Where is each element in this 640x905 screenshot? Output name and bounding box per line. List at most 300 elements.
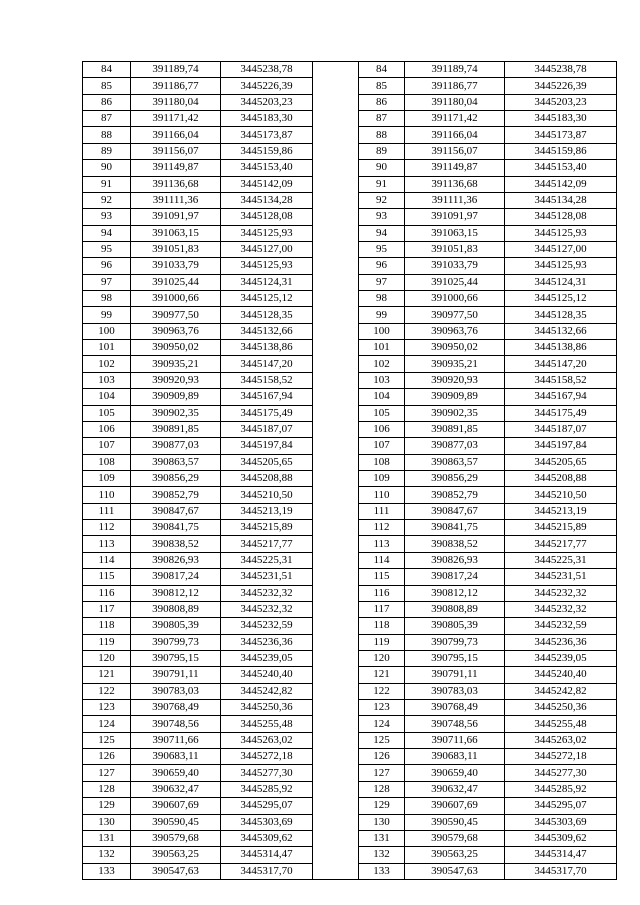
left-y-coordinate-cell: 3445272,18 <box>221 749 313 765</box>
left-y-coordinate-cell: 3445238,78 <box>221 62 313 78</box>
right-x-coordinate-cell: 390632,47 <box>405 781 505 797</box>
left-point-number-cell: 99 <box>83 307 131 323</box>
left-point-number-cell: 109 <box>83 470 131 486</box>
left-point-number-cell: 90 <box>83 160 131 176</box>
right-y-coordinate-cell: 3445215,89 <box>505 520 617 536</box>
right-y-coordinate-cell: 3445142,09 <box>505 176 617 192</box>
left-y-coordinate-cell: 3445153,40 <box>221 160 313 176</box>
right-point-number-cell: 110 <box>359 487 405 503</box>
right-point-number-cell: 105 <box>359 405 405 421</box>
table-row <box>83 634 617 650</box>
left-y-coordinate-cell: 3445317,70 <box>221 863 313 879</box>
gap-cell <box>313 683 359 699</box>
right-y-coordinate-cell: 3445128,35 <box>505 307 617 323</box>
right-x-coordinate-cell: 390856,29 <box>405 470 505 486</box>
right-x-coordinate-cell: 390659,40 <box>405 765 505 781</box>
gap-cell <box>313 94 359 110</box>
table-row <box>83 438 617 454</box>
left-y-coordinate-cell: 3445138,86 <box>221 340 313 356</box>
left-y-coordinate-cell: 3445125,12 <box>221 291 313 307</box>
table-row <box>83 503 617 519</box>
right-point-number-cell: 85 <box>359 78 405 94</box>
right-x-coordinate-cell: 391136,68 <box>405 176 505 192</box>
table-row <box>83 389 617 405</box>
gap-cell <box>313 536 359 552</box>
left-x-coordinate-cell: 390902,35 <box>131 405 221 421</box>
right-point-number-cell: 107 <box>359 438 405 454</box>
left-y-coordinate-cell: 3445125,93 <box>221 258 313 274</box>
right-point-number-cell: 120 <box>359 650 405 666</box>
right-x-coordinate-cell: 390950,02 <box>405 340 505 356</box>
right-y-coordinate-cell: 3445167,94 <box>505 389 617 405</box>
right-y-coordinate-cell: 3445217,77 <box>505 536 617 552</box>
gap-cell <box>313 274 359 290</box>
left-y-coordinate-cell: 3445231,51 <box>221 569 313 585</box>
left-point-number-cell: 92 <box>83 192 131 208</box>
right-y-coordinate-cell: 3445147,20 <box>505 356 617 372</box>
left-y-coordinate-cell: 3445175,49 <box>221 405 313 421</box>
right-y-coordinate-cell: 3445197,84 <box>505 438 617 454</box>
left-point-number-cell: 112 <box>83 520 131 536</box>
table-row <box>83 209 617 225</box>
left-y-coordinate-cell: 3445208,88 <box>221 470 313 486</box>
left-point-number-cell: 115 <box>83 569 131 585</box>
gap-cell <box>313 258 359 274</box>
right-y-coordinate-cell: 3445183,30 <box>505 111 617 127</box>
table-row <box>83 781 617 797</box>
right-point-number-cell: 99 <box>359 307 405 323</box>
gap-cell <box>313 765 359 781</box>
right-y-coordinate-cell: 3445309,62 <box>505 830 617 846</box>
left-x-coordinate-cell: 390808,89 <box>131 601 221 617</box>
left-point-number-cell: 84 <box>83 62 131 78</box>
right-x-coordinate-cell: 390579,68 <box>405 830 505 846</box>
right-y-coordinate-cell: 3445242,82 <box>505 683 617 699</box>
right-y-coordinate-cell: 3445231,51 <box>505 569 617 585</box>
left-x-coordinate-cell: 390768,49 <box>131 700 221 716</box>
right-y-coordinate-cell: 3445236,36 <box>505 634 617 650</box>
right-x-coordinate-cell: 390805,39 <box>405 618 505 634</box>
right-y-coordinate-cell: 3445239,05 <box>505 650 617 666</box>
right-y-coordinate-cell: 3445232,32 <box>505 601 617 617</box>
gap-cell <box>313 552 359 568</box>
table-row <box>83 111 617 127</box>
left-y-coordinate-cell: 3445134,28 <box>221 192 313 208</box>
left-x-coordinate-cell: 390909,89 <box>131 389 221 405</box>
right-x-coordinate-cell: 390935,21 <box>405 356 505 372</box>
left-point-number-cell: 105 <box>83 405 131 421</box>
right-y-coordinate-cell: 3445125,93 <box>505 225 617 241</box>
left-x-coordinate-cell: 390935,21 <box>131 356 221 372</box>
gap-cell <box>313 225 359 241</box>
left-x-coordinate-cell: 391025,44 <box>131 274 221 290</box>
right-point-number-cell: 117 <box>359 601 405 617</box>
right-y-coordinate-cell: 3445295,07 <box>505 798 617 814</box>
left-x-coordinate-cell: 390783,03 <box>131 683 221 699</box>
gap-cell <box>313 585 359 601</box>
left-point-number-cell: 95 <box>83 241 131 257</box>
left-x-coordinate-cell: 390856,29 <box>131 470 221 486</box>
gap-cell <box>313 716 359 732</box>
left-y-coordinate-cell: 3445277,30 <box>221 765 313 781</box>
left-x-coordinate-cell: 390563,25 <box>131 847 221 863</box>
right-y-coordinate-cell: 3445125,93 <box>505 258 617 274</box>
left-point-number-cell: 127 <box>83 765 131 781</box>
left-y-coordinate-cell: 3445213,19 <box>221 503 313 519</box>
right-y-coordinate-cell: 3445213,19 <box>505 503 617 519</box>
left-point-number-cell: 110 <box>83 487 131 503</box>
gap-cell <box>313 601 359 617</box>
table-row <box>83 667 617 683</box>
right-point-number-cell: 112 <box>359 520 405 536</box>
right-x-coordinate-cell: 390808,89 <box>405 601 505 617</box>
table-row <box>83 569 617 585</box>
table-row <box>83 421 617 437</box>
right-y-coordinate-cell: 3445303,69 <box>505 814 617 830</box>
gap-cell <box>313 749 359 765</box>
left-x-coordinate-cell: 391033,79 <box>131 258 221 274</box>
left-point-number-cell: 129 <box>83 798 131 814</box>
right-x-coordinate-cell: 390768,49 <box>405 700 505 716</box>
left-y-coordinate-cell: 3445255,48 <box>221 716 313 732</box>
left-x-coordinate-cell: 390812,12 <box>131 585 221 601</box>
left-point-number-cell: 85 <box>83 78 131 94</box>
right-point-number-cell: 91 <box>359 176 405 192</box>
right-point-number-cell: 104 <box>359 389 405 405</box>
table-row <box>83 520 617 536</box>
gap-cell <box>313 569 359 585</box>
left-point-number-cell: 104 <box>83 389 131 405</box>
right-point-number-cell: 118 <box>359 618 405 634</box>
left-y-coordinate-cell: 3445232,59 <box>221 618 313 634</box>
table-row <box>83 372 617 388</box>
right-y-coordinate-cell: 3445263,02 <box>505 732 617 748</box>
table-row <box>83 749 617 765</box>
right-x-coordinate-cell: 391000,66 <box>405 291 505 307</box>
right-point-number-cell: 101 <box>359 340 405 356</box>
left-point-number-cell: 87 <box>83 111 131 127</box>
right-x-coordinate-cell: 391025,44 <box>405 274 505 290</box>
left-y-coordinate-cell: 3445303,69 <box>221 814 313 830</box>
right-y-coordinate-cell: 3445225,31 <box>505 552 617 568</box>
right-y-coordinate-cell: 3445138,86 <box>505 340 617 356</box>
left-x-coordinate-cell: 390841,75 <box>131 520 221 536</box>
gap-cell <box>313 618 359 634</box>
left-y-coordinate-cell: 3445125,93 <box>221 225 313 241</box>
left-y-coordinate-cell: 3445314,47 <box>221 847 313 863</box>
right-x-coordinate-cell: 390799,73 <box>405 634 505 650</box>
left-x-coordinate-cell: 390547,63 <box>131 863 221 879</box>
right-y-coordinate-cell: 3445317,70 <box>505 863 617 879</box>
gap-cell <box>313 667 359 683</box>
right-y-coordinate-cell: 3445272,18 <box>505 749 617 765</box>
table-row <box>83 323 617 339</box>
table-row <box>83 176 617 192</box>
right-x-coordinate-cell: 391180,04 <box>405 94 505 110</box>
right-x-coordinate-cell: 391033,79 <box>405 258 505 274</box>
right-y-coordinate-cell: 3445159,86 <box>505 143 617 159</box>
left-point-number-cell: 113 <box>83 536 131 552</box>
left-x-coordinate-cell: 390877,03 <box>131 438 221 454</box>
left-x-coordinate-cell: 390659,40 <box>131 765 221 781</box>
left-x-coordinate-cell: 390711,66 <box>131 732 221 748</box>
left-x-coordinate-cell: 390826,93 <box>131 552 221 568</box>
left-x-coordinate-cell: 391186,77 <box>131 78 221 94</box>
table-row <box>83 454 617 470</box>
left-point-number-cell: 121 <box>83 667 131 683</box>
right-x-coordinate-cell: 391149,87 <box>405 160 505 176</box>
right-x-coordinate-cell: 390891,85 <box>405 421 505 437</box>
left-x-coordinate-cell: 390950,02 <box>131 340 221 356</box>
right-x-coordinate-cell: 390841,75 <box>405 520 505 536</box>
right-point-number-cell: 94 <box>359 225 405 241</box>
right-x-coordinate-cell: 390977,50 <box>405 307 505 323</box>
right-y-coordinate-cell: 3445277,30 <box>505 765 617 781</box>
right-x-coordinate-cell: 391156,07 <box>405 143 505 159</box>
right-y-coordinate-cell: 3445232,32 <box>505 585 617 601</box>
gap-cell <box>313 127 359 143</box>
left-point-number-cell: 111 <box>83 503 131 519</box>
left-y-coordinate-cell: 3445147,20 <box>221 356 313 372</box>
table-body <box>83 62 617 880</box>
table-row <box>83 798 617 814</box>
left-x-coordinate-cell: 391051,83 <box>131 241 221 257</box>
left-point-number-cell: 122 <box>83 683 131 699</box>
left-point-number-cell: 101 <box>83 340 131 356</box>
left-y-coordinate-cell: 3445232,32 <box>221 601 313 617</box>
left-y-coordinate-cell: 3445285,92 <box>221 781 313 797</box>
gap-cell <box>313 454 359 470</box>
left-y-coordinate-cell: 3445226,39 <box>221 78 313 94</box>
right-x-coordinate-cell: 390817,24 <box>405 569 505 585</box>
left-x-coordinate-cell: 391166,04 <box>131 127 221 143</box>
left-point-number-cell: 120 <box>83 650 131 666</box>
left-y-coordinate-cell: 3445263,02 <box>221 732 313 748</box>
left-point-number-cell: 124 <box>83 716 131 732</box>
left-point-number-cell: 108 <box>83 454 131 470</box>
table-row <box>83 601 617 617</box>
left-point-number-cell: 119 <box>83 634 131 650</box>
right-point-number-cell: 124 <box>359 716 405 732</box>
right-x-coordinate-cell: 390863,57 <box>405 454 505 470</box>
right-y-coordinate-cell: 3445226,39 <box>505 78 617 94</box>
right-x-coordinate-cell: 390711,66 <box>405 732 505 748</box>
left-y-coordinate-cell: 3445158,52 <box>221 372 313 388</box>
left-y-coordinate-cell: 3445203,23 <box>221 94 313 110</box>
gap-cell <box>313 830 359 846</box>
left-point-number-cell: 89 <box>83 143 131 159</box>
left-point-number-cell: 88 <box>83 127 131 143</box>
right-point-number-cell: 125 <box>359 732 405 748</box>
left-point-number-cell: 114 <box>83 552 131 568</box>
right-point-number-cell: 95 <box>359 241 405 257</box>
right-y-coordinate-cell: 3445238,78 <box>505 62 617 78</box>
table-row <box>83 94 617 110</box>
left-x-coordinate-cell: 390683,11 <box>131 749 221 765</box>
left-point-number-cell: 106 <box>83 421 131 437</box>
left-x-coordinate-cell: 390817,24 <box>131 569 221 585</box>
coordinate-table <box>82 61 617 880</box>
right-point-number-cell: 86 <box>359 94 405 110</box>
left-x-coordinate-cell: 390963,76 <box>131 323 221 339</box>
table-row <box>83 732 617 748</box>
gap-cell <box>313 62 359 78</box>
left-y-coordinate-cell: 3445232,32 <box>221 585 313 601</box>
right-point-number-cell: 115 <box>359 569 405 585</box>
left-x-coordinate-cell: 390920,93 <box>131 372 221 388</box>
right-point-number-cell: 109 <box>359 470 405 486</box>
left-y-coordinate-cell: 3445295,07 <box>221 798 313 814</box>
left-y-coordinate-cell: 3445173,87 <box>221 127 313 143</box>
right-y-coordinate-cell: 3445134,28 <box>505 192 617 208</box>
table-row <box>83 225 617 241</box>
right-point-number-cell: 119 <box>359 634 405 650</box>
table-row <box>83 62 617 78</box>
left-point-number-cell: 93 <box>83 209 131 225</box>
table-row <box>83 487 617 503</box>
left-x-coordinate-cell: 390852,79 <box>131 487 221 503</box>
gap-cell <box>313 160 359 176</box>
right-point-number-cell: 84 <box>359 62 405 78</box>
left-point-number-cell: 117 <box>83 601 131 617</box>
gap-cell <box>313 192 359 208</box>
gap-cell <box>313 798 359 814</box>
right-x-coordinate-cell: 390963,76 <box>405 323 505 339</box>
table-row <box>83 716 617 732</box>
gap-cell <box>313 389 359 405</box>
right-x-coordinate-cell: 391111,36 <box>405 192 505 208</box>
left-x-coordinate-cell: 390838,52 <box>131 536 221 552</box>
left-point-number-cell: 123 <box>83 700 131 716</box>
right-point-number-cell: 90 <box>359 160 405 176</box>
left-y-coordinate-cell: 3445187,07 <box>221 421 313 437</box>
left-y-coordinate-cell: 3445242,82 <box>221 683 313 699</box>
right-x-coordinate-cell: 390847,67 <box>405 503 505 519</box>
left-y-coordinate-cell: 3445197,84 <box>221 438 313 454</box>
right-y-coordinate-cell: 3445125,12 <box>505 291 617 307</box>
right-x-coordinate-cell: 390748,56 <box>405 716 505 732</box>
left-x-coordinate-cell: 391189,74 <box>131 62 221 78</box>
right-x-coordinate-cell: 390852,79 <box>405 487 505 503</box>
gap-cell <box>313 700 359 716</box>
gap-cell <box>313 470 359 486</box>
right-point-number-cell: 89 <box>359 143 405 159</box>
gap-cell <box>313 520 359 536</box>
left-x-coordinate-cell: 390590,45 <box>131 814 221 830</box>
right-point-number-cell: 111 <box>359 503 405 519</box>
right-y-coordinate-cell: 3445210,50 <box>505 487 617 503</box>
gap-cell <box>313 143 359 159</box>
left-y-coordinate-cell: 3445128,35 <box>221 307 313 323</box>
right-point-number-cell: 126 <box>359 749 405 765</box>
right-x-coordinate-cell: 390902,35 <box>405 405 505 421</box>
left-x-coordinate-cell: 391136,68 <box>131 176 221 192</box>
left-x-coordinate-cell: 390632,47 <box>131 781 221 797</box>
right-x-coordinate-cell: 390783,03 <box>405 683 505 699</box>
right-x-coordinate-cell: 390877,03 <box>405 438 505 454</box>
right-x-coordinate-cell: 390563,25 <box>405 847 505 863</box>
right-y-coordinate-cell: 3445255,48 <box>505 716 617 732</box>
left-y-coordinate-cell: 3445236,36 <box>221 634 313 650</box>
table-row <box>83 127 617 143</box>
right-x-coordinate-cell: 390791,11 <box>405 667 505 683</box>
right-point-number-cell: 130 <box>359 814 405 830</box>
right-point-number-cell: 128 <box>359 781 405 797</box>
left-x-coordinate-cell: 390607,69 <box>131 798 221 814</box>
left-x-coordinate-cell: 390791,11 <box>131 667 221 683</box>
left-y-coordinate-cell: 3445132,66 <box>221 323 313 339</box>
right-y-coordinate-cell: 3445132,66 <box>505 323 617 339</box>
gap-cell <box>313 421 359 437</box>
left-point-number-cell: 130 <box>83 814 131 830</box>
table-row <box>83 552 617 568</box>
left-x-coordinate-cell: 390863,57 <box>131 454 221 470</box>
table-row <box>83 765 617 781</box>
right-y-coordinate-cell: 3445203,23 <box>505 94 617 110</box>
table-row <box>83 585 617 601</box>
left-point-number-cell: 126 <box>83 749 131 765</box>
left-point-number-cell: 107 <box>83 438 131 454</box>
left-x-coordinate-cell: 390977,50 <box>131 307 221 323</box>
right-y-coordinate-cell: 3445158,52 <box>505 372 617 388</box>
left-x-coordinate-cell: 391063,15 <box>131 225 221 241</box>
left-x-coordinate-cell: 390891,85 <box>131 421 221 437</box>
gap-cell <box>313 323 359 339</box>
left-point-number-cell: 103 <box>83 372 131 388</box>
left-x-coordinate-cell: 390795,15 <box>131 650 221 666</box>
left-y-coordinate-cell: 3445142,09 <box>221 176 313 192</box>
left-point-number-cell: 86 <box>83 94 131 110</box>
right-point-number-cell: 131 <box>359 830 405 846</box>
left-point-number-cell: 132 <box>83 847 131 863</box>
right-point-number-cell: 127 <box>359 765 405 781</box>
left-x-coordinate-cell: 390579,68 <box>131 830 221 846</box>
right-x-coordinate-cell: 390812,12 <box>405 585 505 601</box>
right-y-coordinate-cell: 3445208,88 <box>505 470 617 486</box>
table-row <box>83 470 617 486</box>
left-point-number-cell: 94 <box>83 225 131 241</box>
right-y-coordinate-cell: 3445173,87 <box>505 127 617 143</box>
left-x-coordinate-cell: 390748,56 <box>131 716 221 732</box>
left-y-coordinate-cell: 3445309,62 <box>221 830 313 846</box>
left-y-coordinate-cell: 3445205,65 <box>221 454 313 470</box>
right-point-number-cell: 121 <box>359 667 405 683</box>
left-y-coordinate-cell: 3445239,05 <box>221 650 313 666</box>
table-row <box>83 143 617 159</box>
right-x-coordinate-cell: 390826,93 <box>405 552 505 568</box>
left-point-number-cell: 97 <box>83 274 131 290</box>
right-point-number-cell: 96 <box>359 258 405 274</box>
gap-cell <box>313 503 359 519</box>
table-row <box>83 192 617 208</box>
table-row <box>83 405 617 421</box>
right-y-coordinate-cell: 3445124,31 <box>505 274 617 290</box>
gap-cell <box>313 209 359 225</box>
left-point-number-cell: 128 <box>83 781 131 797</box>
right-y-coordinate-cell: 3445127,00 <box>505 241 617 257</box>
right-point-number-cell: 97 <box>359 274 405 290</box>
right-point-number-cell: 88 <box>359 127 405 143</box>
left-point-number-cell: 98 <box>83 291 131 307</box>
right-x-coordinate-cell: 390795,15 <box>405 650 505 666</box>
table-row <box>83 274 617 290</box>
left-x-coordinate-cell: 390847,67 <box>131 503 221 519</box>
right-point-number-cell: 123 <box>359 700 405 716</box>
left-y-coordinate-cell: 3445240,40 <box>221 667 313 683</box>
left-y-coordinate-cell: 3445124,31 <box>221 274 313 290</box>
right-point-number-cell: 102 <box>359 356 405 372</box>
right-y-coordinate-cell: 3445205,65 <box>505 454 617 470</box>
